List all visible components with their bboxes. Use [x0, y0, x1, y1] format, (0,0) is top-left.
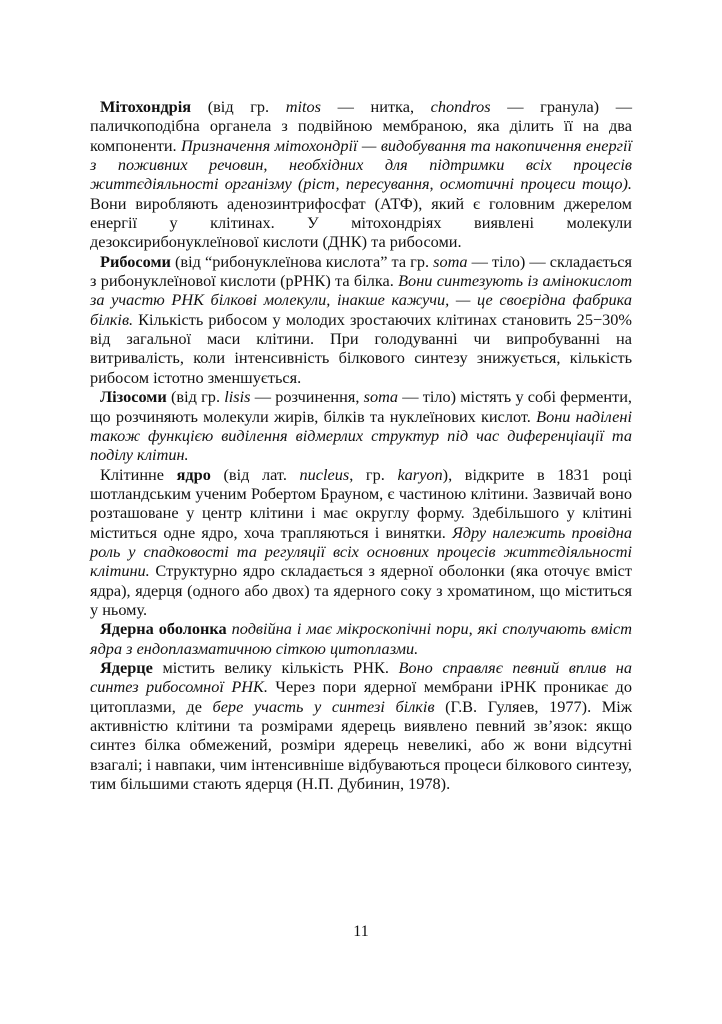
term: ядро [176, 464, 211, 484]
body-text: Клітинне [100, 464, 177, 484]
body-text: — тіло) містять у собі ферменти, що розчиняють молекули жирів, білків та нуклеїнових кислот. [90, 387, 632, 426]
emphasis-text: mitos [285, 97, 322, 116]
paragraph-nucleus [90, 465, 632, 620]
body-text: Вони виробляють аденозинтрифосфат (АТФ), який є головним джерелом енергії у клітинах. У мітохондріях виявлені молекули дезоксирибонуклеїнової кислоти (ДНК) та рибосоми. [90, 193, 632, 252]
body-text: (від “рибонуклеїнова кислота” та гр. [170, 251, 434, 271]
emphasis-text: lisis [224, 387, 251, 407]
term: Рибосоми [100, 251, 171, 271]
body-text: — тіло) — складається з рибонуклеїнової кислоти (рРНК) та білка. [90, 251, 632, 291]
body-text: Кількість рибосом у молодих зростаючих клітинах становить 25−30% від загальної маси клітини. При голодуванні чи випробуванні на витривалість, коли інтенсивність білкового синтезу знижується, кількість рибосом істотно зменшується. [90, 309, 632, 387]
paragraph-nucleolus [90, 658, 632, 793]
emphasis-text: бере участь у синтезі білків [212, 696, 435, 716]
emphasis-text: karyon [397, 464, 443, 484]
term: Лізосоми [100, 387, 167, 407]
page-body [90, 97, 632, 793]
term: Ядерна оболонка [100, 619, 227, 639]
emphasis-text: Вони синтезують із амінокислот за участю РНК білкові молекули, інакше кажучи, — це своєрідна фабрика білків. [90, 271, 632, 329]
term: Мітохондрія [100, 97, 192, 116]
body-text: — розчинення, [250, 387, 364, 407]
paragraph-nuclear-envelope [90, 619, 632, 658]
emphasis-text: Ядру належить провідна роль у спадковості та регуляції всіх основних процесів життєдіяльності клітини. [90, 522, 632, 581]
body-text: містить велику кількість РНК. [152, 657, 399, 677]
emphasis-text: Призначення мітохондрії — видобування та накопичення енергії з поживних речовин, необхідних для підтримки всіх процесів життєдіяльності організму (ріст, пересування, осмотичні процеси тощо). [90, 135, 632, 194]
emphasis-text: Вони наділені також функцією виділення відмерлих структур під час диференціації та поділу клітин. [90, 406, 632, 465]
paragraph-ribosomes [90, 252, 632, 387]
emphasis-text: подвійна і має мікроскопічні пори, які сполучають вміст ядра з ендоплазматичною сіткою цитоплазми. [90, 619, 632, 658]
body-text: Через пори ядерної мембрани іРНК проникає до цитоплазми, де [90, 677, 632, 716]
body-text: , гр. [349, 464, 398, 484]
body-text: ), відкрите в 1831 році шотландським ученим Робертом Брауном, є частиною клітини. Зазвичай воно розташоване у центр клітини і має округлу форму. Здебільшого у клітині міститься одне ядро, хоча трапляються і винятки. [90, 464, 632, 542]
body-text: (Г.В. Гуляев, 1977). Між активністю клітини та розмірами ядерець виявлено певний зв’язок: якщо синтез білка обмежений, розміри ядерець невеликі, або ж вони відсутні взагалі; і навпаки, чим інтенсивніше відбуваються процеси білкового синтезу, тим більшими стають ядерця (Н.П. Дубинин, 1978). [90, 696, 632, 794]
emphasis-text: soma [433, 251, 468, 271]
body-text: (від лат. [210, 464, 300, 484]
paragraph-lysosomes [90, 387, 632, 464]
body-text: — нитка, [321, 97, 431, 116]
emphasis-text: Воно справляє певний вплив на синтез рибосомної РНК. [90, 657, 633, 697]
body-text: (від гр. [166, 387, 225, 407]
paragraph-mitochondria [90, 97, 632, 252]
emphasis-text: nucleus [299, 464, 350, 484]
body-text: (від гр. [191, 97, 286, 116]
emphasis-text: chondros [430, 97, 491, 116]
emphasis-text: soma [363, 387, 399, 407]
term: Ядерце [100, 657, 153, 677]
body-text: Структурно ядро складається з ядерної оболонки (яка оточує вміст ядра), ядерця (одного або двох) та ядерного соку з хроматином, що міститься у ньому. [90, 561, 632, 619]
page-number: 11 [353, 923, 369, 940]
body-text: — гранула) — паличкоподібна органела з подвійною мембраною, яка ділить її на два компоненти. [90, 97, 632, 155]
